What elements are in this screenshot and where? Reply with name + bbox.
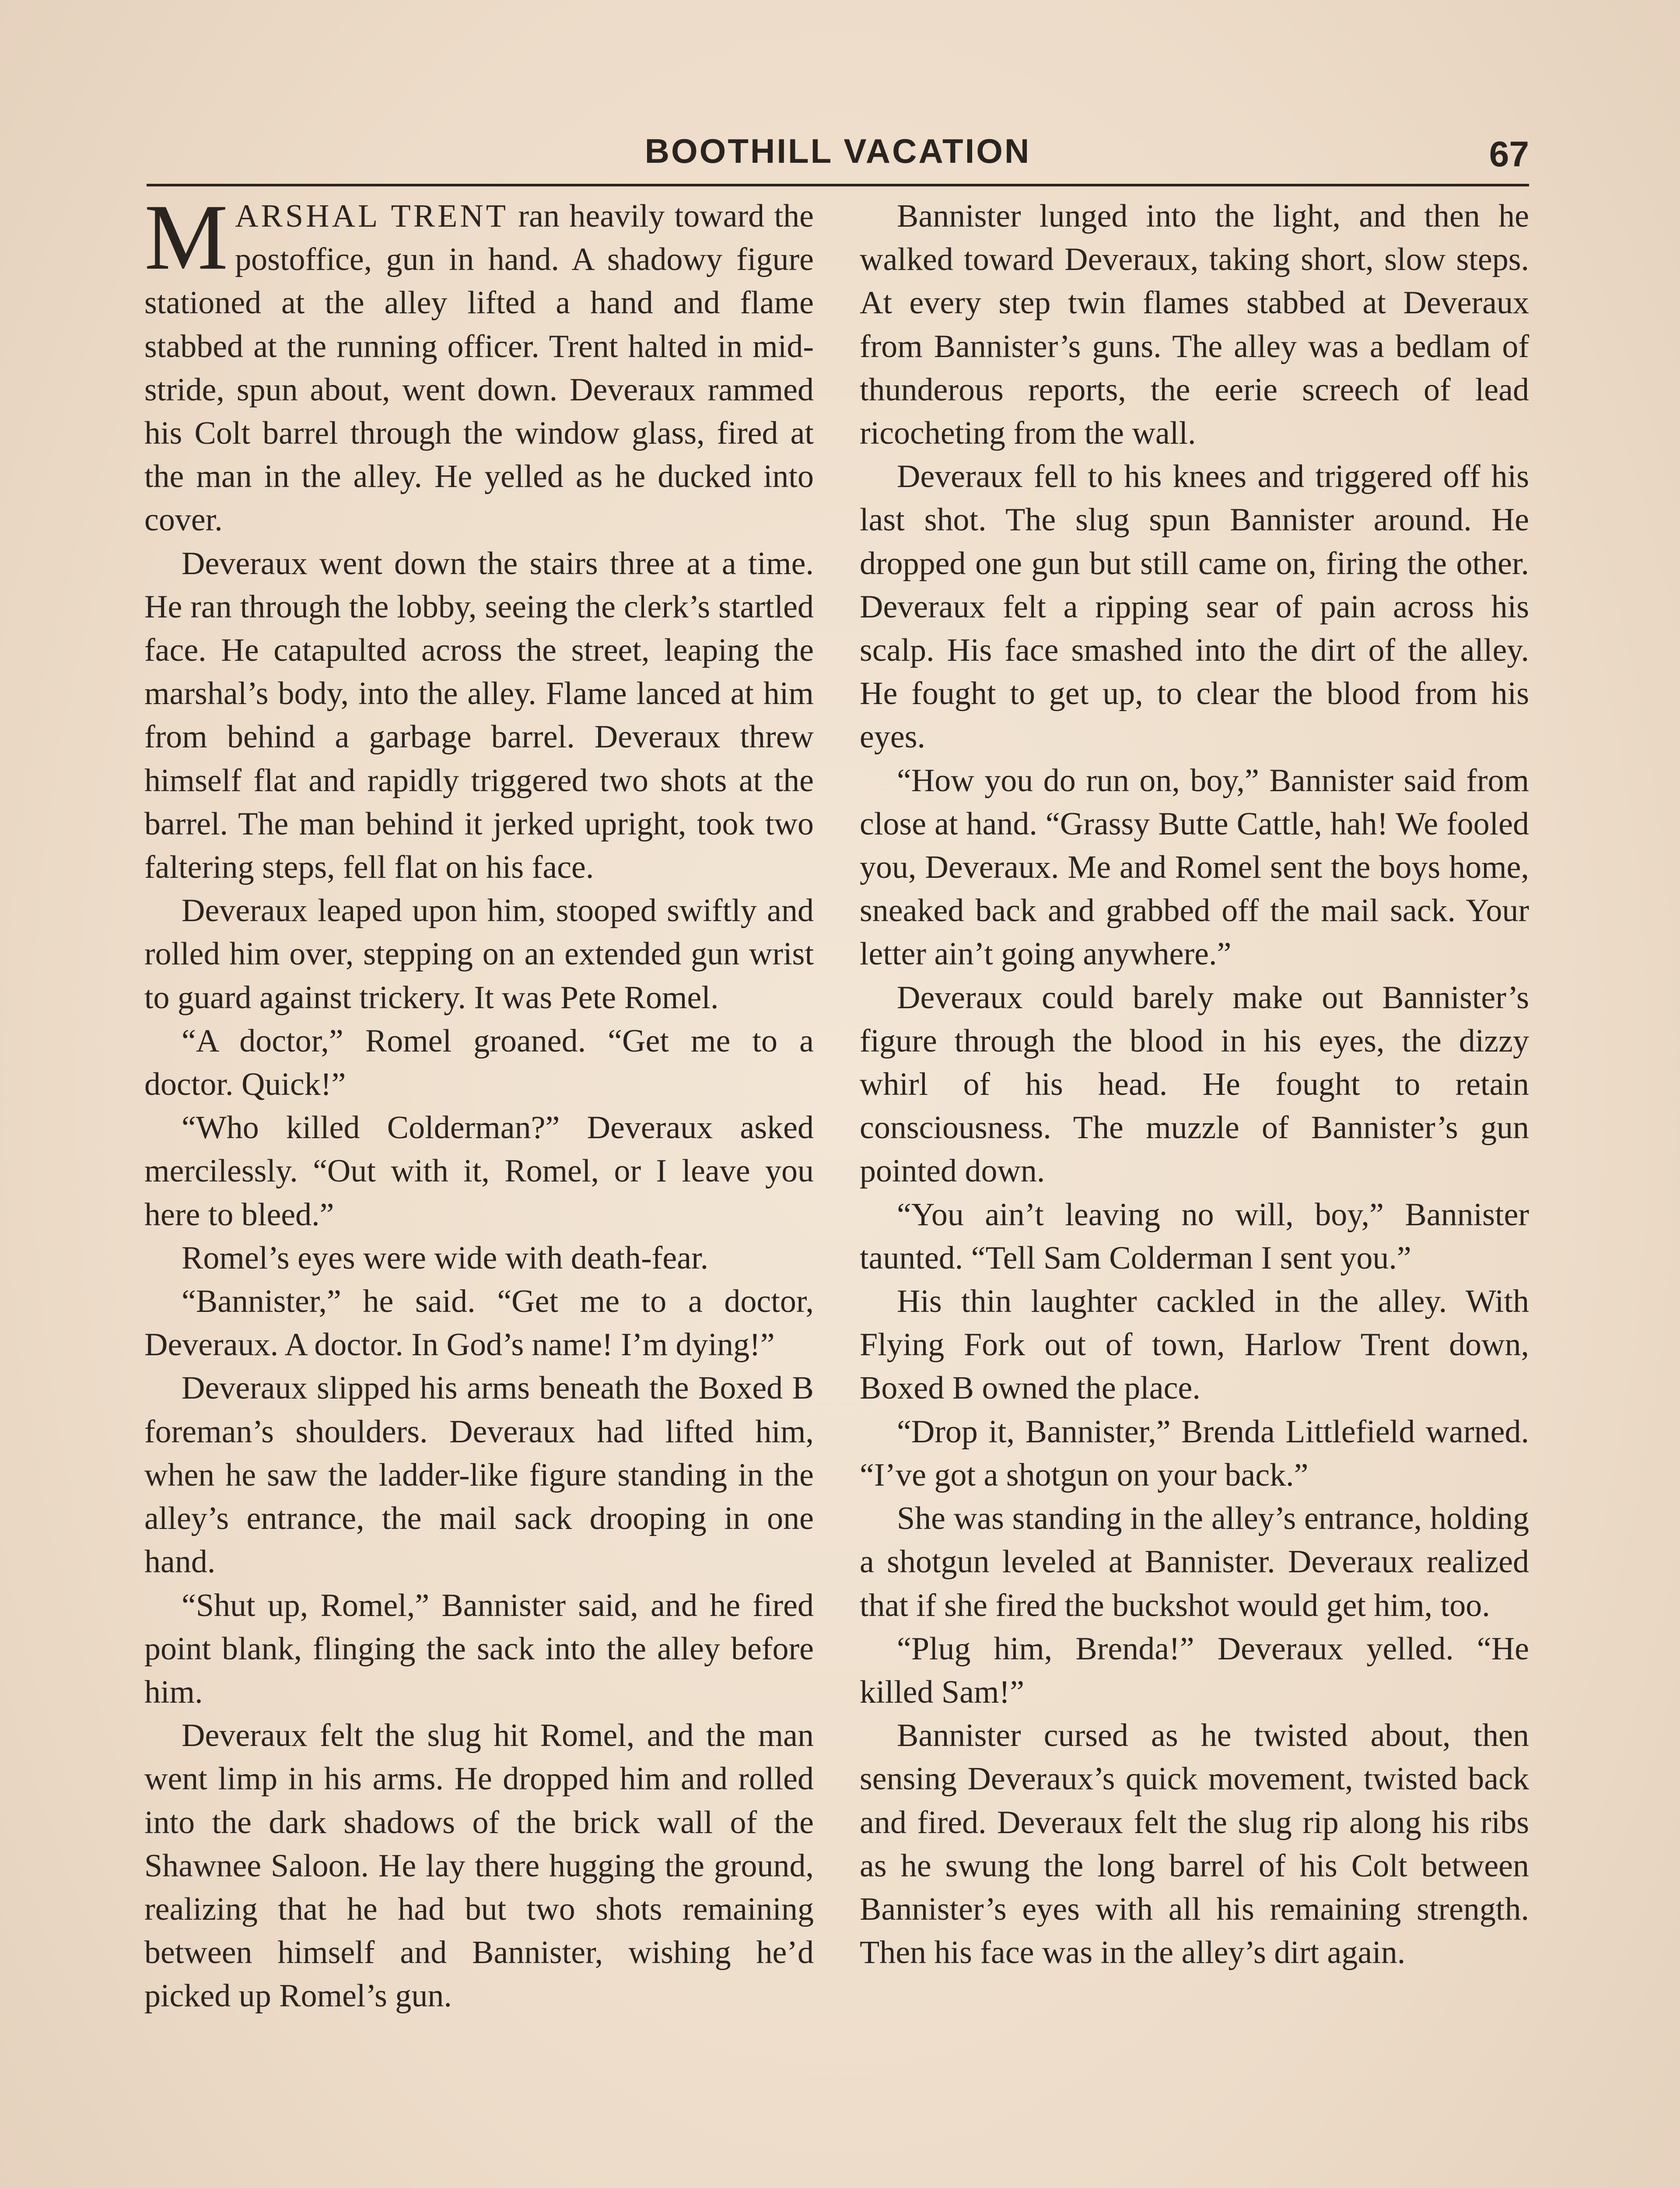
drop-cap: M <box>144 185 228 289</box>
paragraph: “A doctor,” Romel groaned. “Get me to a doctor. Quick!” <box>144 1023 814 1103</box>
paragraph: “Plug him, Brenda!” Deveraux yelled. “He killed Sam!” <box>860 1630 1529 1710</box>
paragraph: Deveraux slipped his arms beneath the Boxed B foreman’s shoulders. Deveraux had lifted him, when he saw the ladder-like figure standing in the alley’s entrance, the mail sack drooping in one hand. <box>144 1370 814 1580</box>
page-number: 67 <box>1489 134 1529 174</box>
paragraph: She was standing in the alley’s entrance, holding a shotgun leveled at Bannister. Deveraux realized that if she fired the buckshot would get him, too. <box>860 1501 1529 1623</box>
paragraph: “Who killed Colderman?” Deveraux asked mercilessly. “Out with it, Romel, or I leave you here to bleed.” <box>144 1110 814 1233</box>
paragraph: Bannister lunged into the light, and then he walked toward Deveraux, taking short, slow steps. At every step twin flames stabbed at Deveraux from Bannister’s guns. The alley was a bedlam of thunderous reports, the eerie screech of lead ricocheting from the wall. <box>860 198 1529 452</box>
paragraph: Deveraux fell to his knees and triggered off his last shot. The slug spun Bannister around. He dropped one gun but still came on, firing the other. Deveraux felt a ripping sear of pain across his scalp. His face smashed into the dirt of the alley. He fought to get up, to clear the blood from his eyes. <box>860 459 1529 755</box>
paragraph: “Shut up, Romel,” Bannister said, and he fired point blank, flinging the sack into the alley before him. <box>144 1587 814 1710</box>
paragraph: His thin laughter cackled in the alley. With Flying Fork out of town, Harlow Trent down, Boxed B owned the place. <box>860 1283 1529 1406</box>
paragraph: Bannister cursed as he twisted about, then sensing Deveraux’s quick movement, twisted back and fired. Deveraux felt the slug rip along his ribs as he swung the long barrel of his Colt between Bannister’s eyes with all his remaining strength. Then his face was in the alley’s dirt again. <box>860 1718 1529 1971</box>
paragraph: Deveraux leaped upon him, stooped swiftly and rolled him over, stepping on an extended gun wrist to guard against trickery. It was Pete Romel. <box>144 893 814 1016</box>
paragraph <box>144 185 814 542</box>
paragraph: Deveraux felt the slug hit Romel, and the man went limp in his arms. He dropped him and rolled into the dark shadows of the brick wall of the Shawnee Saloon. He lay there hugging the ground, realizing that he had but two shots remaining between himself and Bannister, wishing he’d picked up Romel’s gun. <box>144 1718 814 2014</box>
running-header <box>147 127 1529 186</box>
left-column <box>144 185 814 2018</box>
paragraph: “You ain’t leaving no will, boy,” Bannister taunted. “Tell Sam Colderman I sent you.” <box>860 1196 1529 1276</box>
paragraph: Deveraux went down the stairs three at a time. He ran through the lobby, seeing the clerk’s startled face. He catapulted across the street, leaping the marshal’s body, into the alley. Flame lanced at him from behind a garbage barrel. Deveraux threw himself flat and rapidly triggered two shots at the barrel. The man behind it jerked upright, took two faltering steps, fell flat on his face. <box>144 545 814 886</box>
paragraph: “Bannister,” he said. “Get me to a doctor, Deveraux. A doctor. In God’s name! I’m dying!” <box>144 1283 814 1363</box>
story-title: BOOTHILL VACATION <box>644 132 1031 170</box>
paragraph: Romel’s eyes were wide with death-fear. <box>182 1240 709 1276</box>
right-column <box>860 195 1529 1974</box>
paragraph: Deveraux could barely make out Bannister’s figure through the blood in his eyes, the dizzy whirl of his head. He fought to retain consciousness. The muzzle of Bannister’s gun pointed down. <box>860 979 1529 1189</box>
paragraph: “How you do run on, boy,” Bannister said from close at hand. “Grassy Butte Cattle, hah! We fooled you, Deveraux. Me and Romel sent the boys home, sneaked back and grabbed off the mail sack. Your letter ain’t going anywhere.” <box>860 762 1529 972</box>
drop-cap-continuation: ARSHAL TRENT <box>235 198 508 234</box>
paragraph-text: ran heavily toward the postoffice, gun in hand. A shadowy figure stationed at the alley lifted a hand and flame stabbed at the running officer. Trent halted in mid-stride, spun about, went down. Deveraux rammed his Colt barrel through the window glass, fired at the man in the alley. He yelled as he ducked into cover. <box>144 198 814 538</box>
paragraph: “Drop it, Bannister,” Brenda Littlefield warned. “I’ve got a shotgun on your back.” <box>860 1413 1529 1493</box>
